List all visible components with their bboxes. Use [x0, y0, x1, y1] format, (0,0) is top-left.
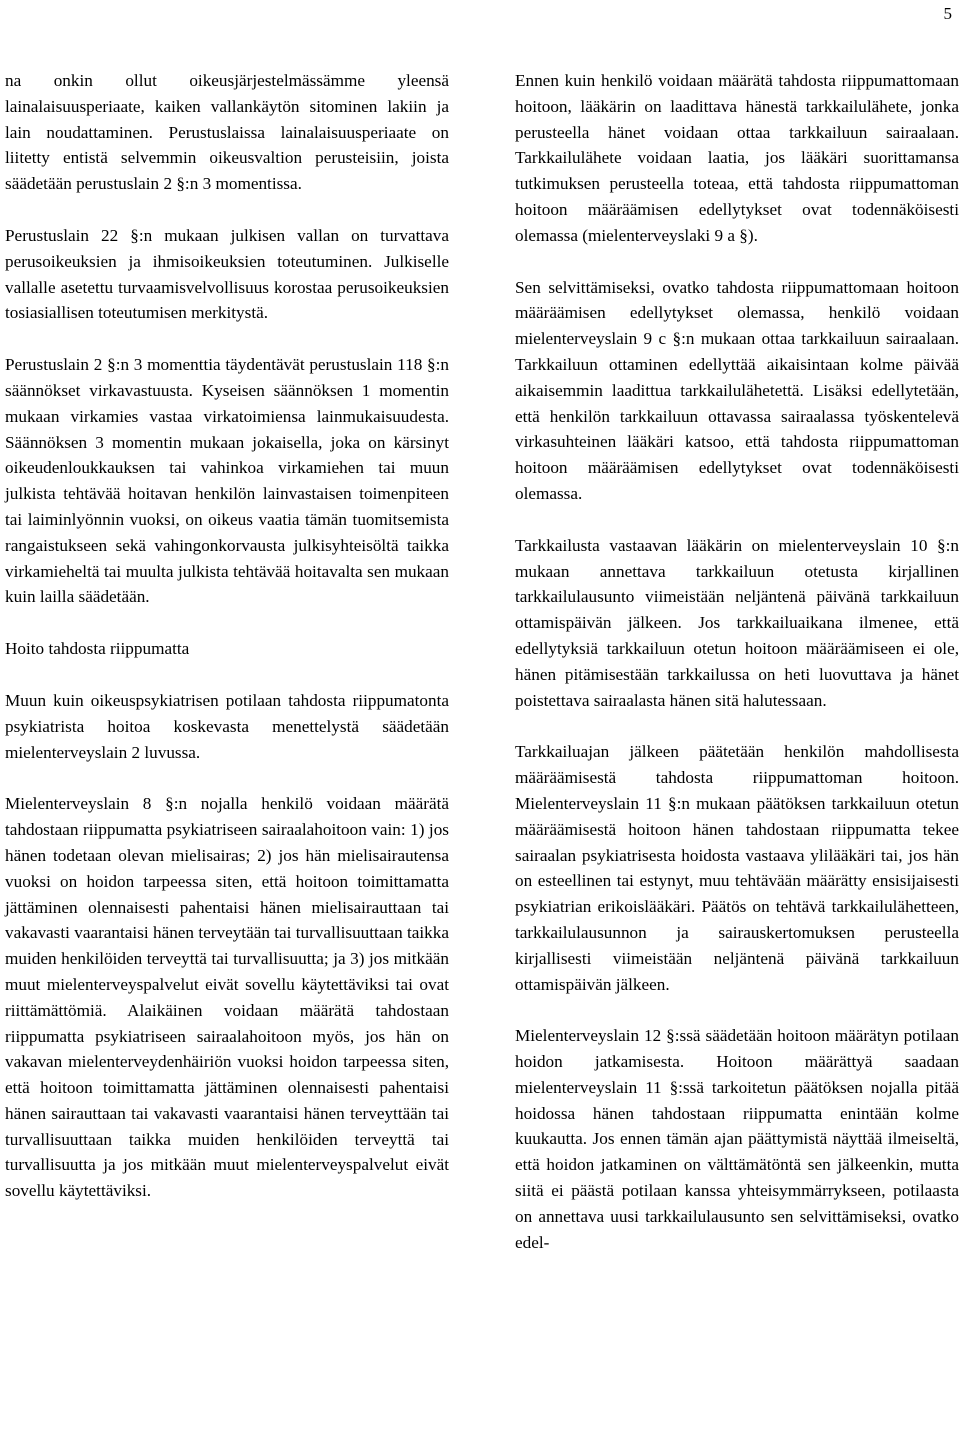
paragraph-tarkkailulausunto: Tarkkailusta vastaavan lääkärin on mielenterveyslain 10 §:n mukaan annettava tarkkailuun otetusta kirjallinen tarkkailulausunto viimeistään neljäntenä päivänä tarkkailuun ottamispäivän jälkeen. Jos tarkkailuaikana ilmenee, että edellytyksiä tarkkailuun otetun hoitoon määräämiseen ei ole, hänen pitämisestään tarkkailussa on heti luovuttava ja hänet poistettava sairaalasta hänen sitä halutessaan.: [515, 535, 959, 710]
page-number: 5: [943, 4, 952, 23]
section-heading: Hoito tahdosta riippumatta: [5, 639, 190, 659]
paragraph-hoitopaatos: Tarkkailuajan jälkeen päätetään henkilön mahdollisesta määräämisestä tahdosta riippumattoman hoitoon. Mielenterveyslain 11 §:n mukaan päätöksen tarkkailuun otetun määräämisestä hoitoon hänen tahdostaan riippumatta tekee sairaalan psykiatrisesta hoidosta vastaava ylilääkäri tai, jos hän on esteellinen tai estynyt, muu tehtävään määrätty ensisijaisesti psykiatrian erikoislääkäri. Päätös on tehtävä tarkkailulähetteen, tarkkailulausunnon ja sairauskertomuksen perusteella kirjallisesti viimeistään neljäntenä päivänä tarkkailuun ottamispäivän jälkeen.: [515, 742, 959, 994]
paragraph-lainalaisuusperiaate: na onkin ollut oikeusjärjestelmässämme yleensä lainalaisuusperiaate, kaiken vallankäytön sitominen lakiin ja lain noudattaminen. Perustuslaissa lainalaisuusperiaate on liitetty entistä selvemmin oikeusvaltion perusteisiin, joista säädetään perustuslain 2 §:n 3 momentissa.: [5, 71, 449, 194]
paragraph-turvaamisvelvollisuus: Perustuslain 22 §:n mukaan julkisen vallan on turvattava perusoikeuksien ja ihmisoikeuksien toteutuminen. Julkiselle vallalle asetettu turvaamisvelvollisuus korostaa perusoikeuksien tosiasiallisen toteutumisen merkitystä.: [5, 225, 449, 323]
paragraph-hoidon-jatkaminen: Mielenterveyslain 12 §:ssä säädetään hoitoon määrätyn potilaan hoidon jatkamisesta. Hoitoon määrättyä saadaan mielenterveyslain 11 §:ssä tarkoitetun päätöksen nojalla pitää hoidossa hänen tahdostaan riippumatta enintään kolme kuukautta. Jos ennen tämän ajan päättymistä näyttää ilmeiseltä, että hoidon jatkaminen on välttämätöntä sen jälkeenkin, mutta siitä ei päästä potilaan kanssa yhteisymmärrykseen, potilaasta on annettava uusi tarkkailulausunto sen selvittämiseksi, ovatko edel-: [515, 1026, 959, 1252]
paragraph-mielenterveyslaki-2-luku: Muun kuin oikeuspsykiatrisen potilaan tahdosta riippumatonta psykiatrista hoitoa koskevasta menettelystä säädetään mielenterveyslain 2 luvussa.: [5, 690, 449, 762]
left-column: [5, 68, 449, 1204]
paragraph-hoitoon-maaraamisen-edellytykset: Mielenterveyslain 8 §:n nojalla henkilö voidaan määrätä tahdostaan riippumatta psykiatriseen sairaalahoitoon vain: 1) jos hänen todetaan olevan mielisairas; 2) jos hän mielisairautensa vuoksi on hoidon tarpeessa siten, että hoitoon toimittamatta jättäminen olennaisesti pahentaisi hänen mielisairauttaan tai vakavasti vaarantaisi hänen terveytään tai turvallisuuttaan taikka muiden henkilöiden terveyttä tai turvallisuutta; ja 3) jos mitkään muut mielenterveyspalvelut eivät sovellu käytettäviksi tai ovat riittämättömiä. Alaikäinen voidaan määrätä tahdostaan riippumatta psykiatriseen sairaalahoitoon myös, jos hän on vakavan mielenterveydenhäiriön vuoksi hoidon tarpeessa siten, että hoitoon toimittamatta jättäminen olennaisesti pahentaisi hänen sairauttaan tai vakavasti vaarantaisi hänen terveyttään tai turvallisuuttaan taikka muiden henkilöiden terveyttä tai turvallisuutta ja jos mitkään muut mielenterveyspalvelut eivät sovellu käytettäviksi.: [5, 794, 449, 1201]
paragraph-tarkkailuun-ottaminen: Sen selvittämiseksi, ovatko tahdosta riippumattomaan hoitoon määräämisen edellytykset olemassa, henkilö voidaan mielenterveyslain 9 c §:n mukaan ottaa tarkkailuun sairaalaan. Tarkkailuun ottaminen edellyttää aikaisintaan kolme päivää aikaisemmin laadittua tarkkailulähetettä. Lisäksi edellytetään, että henkilön tarkkailuun ottavassa sairaalassa työskentelevä virkasuhteinen lääkäri katsoo, että tahdosta riippumattoman hoitoon määräämisen edellytykset ovat todennäköisesti olemassa.: [515, 277, 959, 503]
paragraph-tarkkailulahete: Ennen kuin henkilö voidaan määrätä tahdosta riippumattomaan hoitoon, lääkärin on laadittava hänestä tarkkailulähete, jonka perusteella hänet voidaan ottaa tarkkailuun sairaalaan. Tarkkailulähete voidaan laatia, jos lääkäri suorittamansa tutkimuksen perusteella toteaa, että tahdosta riippumattoman hoitoon määräämisen edellytykset ovat todennäköisesti olemassa (mielenterveyslaki 9 a §).: [515, 71, 959, 245]
right-column: [515, 68, 959, 1255]
paragraph-virkavastuu: Perustuslain 2 §:n 3 momenttia täydentävät perustuslain 118 §:n säännökset virkavastuusta. Kyseisen säännöksen 1 momentin mukaan virkamies vastaa virkatoimiensa lainmukaisuudesta. Säännöksen 3 momentin mukaan jokaisella, joka on kärsinyt oikeudenloukkauksen tai vahinkoa virkamiehen tai muun julkista tehtävää hoitavan henkilön lainvastaisen toimenpiteen tai laiminlyönnin vuoksi, on oikeus vaatia tämän tuomitsemista rangaistukseen sekä vahingonkorvausta julkisyhteisöltä taikka virkamieheltä tai muulta julkista tehtävää hoitavalta sen mukaan kuin lailla säädetään.: [5, 355, 449, 607]
